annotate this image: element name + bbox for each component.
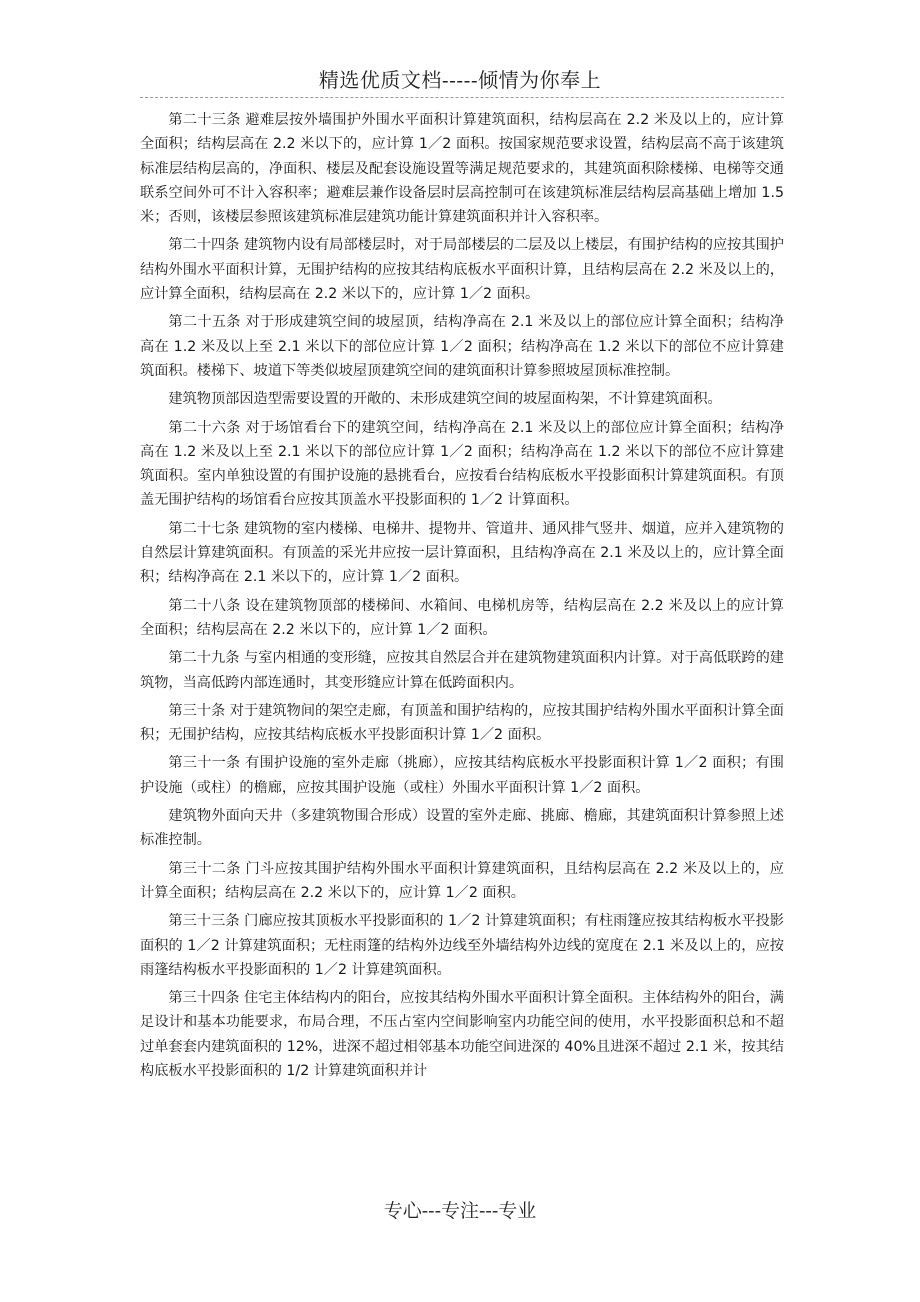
article-26-paragraph: 第二十六条 对于场馆看台下的建筑空间，结构净高在 2.1 米及以上的部位应计算全面积；结构净高在 1.2 米及以上至 2.1 米以下的部位应计算 1／2 面积；结构净高在 1.2 米以下的部位不应计算建筑面积。室内单独设置的有围护设施的悬挑看台，应按看台结构底板水平投影面积计算建筑面积。有顶盖无围护结构的场馆看台应按其顶盖水平投影面积的 1／2 计算面积。 <box>140 419 784 509</box>
document-body <box>140 108 784 1087</box>
article-25-note-paragraph: 建筑物顶部因造型需要设置的开敞的、未形成建筑空间的坡屋面构架，不计算建筑面积。 <box>168 391 722 408</box>
page-footer: 专心---专注---专业 <box>383 1200 537 1222</box>
article-27-paragraph: 第二十七条 建筑物的室内楼梯、电梯井、提物井、管道井、通风排气竖井、烟道，应并入建筑物的自然层计算建筑面积。有顶盖的采光井应按一层计算面积，且结构净高在 2.1 米及以上的，应计算全面积；结构净高在 2.1 米以下的，应计算 1／2 面积。 <box>140 520 784 586</box>
article-23-paragraph: 第二十三条 避难层按外墙围护外围水平面积计算建筑面积，结构层高在 2.2 米及以上的，应计算全面积；结构层高在 2.2 米以下的，应计算 1／2 面积。按国家规范要求设置，结构层高不高于该建筑标准层结构层高的，净面积、楼层及配套设施设置等满足规范要求的，其建筑面积除楼梯、电梯等交通联系空间外可不计入容积率；避难层兼作设备层时层高控制可在该建筑标准层结构层高基础上增加 1.5 米；否则，该楼层参照该建筑标准层建筑功能计算建筑面积并计入容积率。 <box>140 112 784 226</box>
article-28-paragraph: 第二十八条 设在建筑物顶部的楼梯间、水箱间、电梯机房等，结构层高在 2.2 米及以上的应计算全面积；结构层高在 2.2 米以下的，应计算 1／2 面积。 <box>140 597 784 638</box>
article-29-paragraph: 第二十九条 与室内相通的变形缝，应按其自然层合并在建筑物建筑面积内计算。对于高低联跨的建筑物，当高低跨内部连通时，其变形缝应计算在低跨面积内。 <box>140 650 784 691</box>
article-25-paragraph: 第二十五条 对于形成建筑空间的坡屋顶，结构净高在 2.1 米及以上的部位应计算全面积；结构净高在 1.2 米及以上至 2.1 米以下的部位应计算 1／2 面积；结构净高在 1.2 米以下的部位不应计算建筑面积。楼梯下、坡道下等类似坡屋顶建筑空间的建筑面积计算参照坡屋顶标准控制。 <box>140 314 784 379</box>
article-31-paragraph: 第三十一条 有围护设施的室外走廊（挑廊），应按其结构底板水平投影面积计算 1／2 面积；有围护设施（或柱）的檐廊，应按其围护设施（或柱）外围水平面积计算 1／2 面积。 <box>140 755 784 796</box>
article-31-note-paragraph: 建筑物外面向天井（多建筑物围合形成）设置的室外走廊、挑廊、檐廊，其建筑面积计算参照上述标准控制。 <box>140 808 784 849</box>
page-header: 精选优质文档-----倾情为你奉上 <box>318 68 602 92</box>
article-33-paragraph: 第三十三条 门廊应按其顶板水平投影面积的 1／2 计算建筑面积；有柱雨篷应按其结构板水平投影面积的 1／2 计算建筑面积；无柱雨篷的结构外边线至外墙结构外边线的宽度在 2.1 米及以上的，应按雨篷结构板水平投影面积的 1／2 计算建筑面积。 <box>140 913 784 978</box>
article-34-paragraph: 第三十四条 住宅主体结构内的阳台，应按其结构外围水平面积计算全面积。主体结构外的阳台，满足设计和基本功能要求，布局合理，不压占室内空间影响室内功能空间的使用，水平投影面积总和不超过单套套内建筑面积的 12%，进深不超过相邻基本功能空间进深的 40%且进深不超过 2.1 米，按其结构底板水平投影面积的 1/2 计算建筑面积并计 <box>140 990 784 1079</box>
article-32-paragraph: 第三十二条 门斗应按其围护结构外围水平面积计算建筑面积，且结构层高在 2.2 米及以上的，应计算全面积；结构层高在 2.2 米以下的，应计算 1／2 面积。 <box>140 860 784 901</box>
article-30-paragraph: 第三十条 对于建筑物间的架空走廊，有顶盖和围护结构的，应按其围护结构外围水平面积计算全面积；无围护结构，应按其结构底板水平投影面积计算 1／2 面积。 <box>140 702 784 744</box>
header-divider <box>140 97 784 98</box>
article-24-paragraph: 第二十四条 建筑物内设有局部楼层时，对于局部楼层的二层及以上楼层，有围护结构的应按其围护结构外围水平面积计算，无围护结构的应按其结构底板水平面积计算，且结构层高在 2.2 米及以上的，应计算全面积，结构层高在 2.2 米以下的，应计算 1／2 面积。 <box>140 237 784 303</box>
